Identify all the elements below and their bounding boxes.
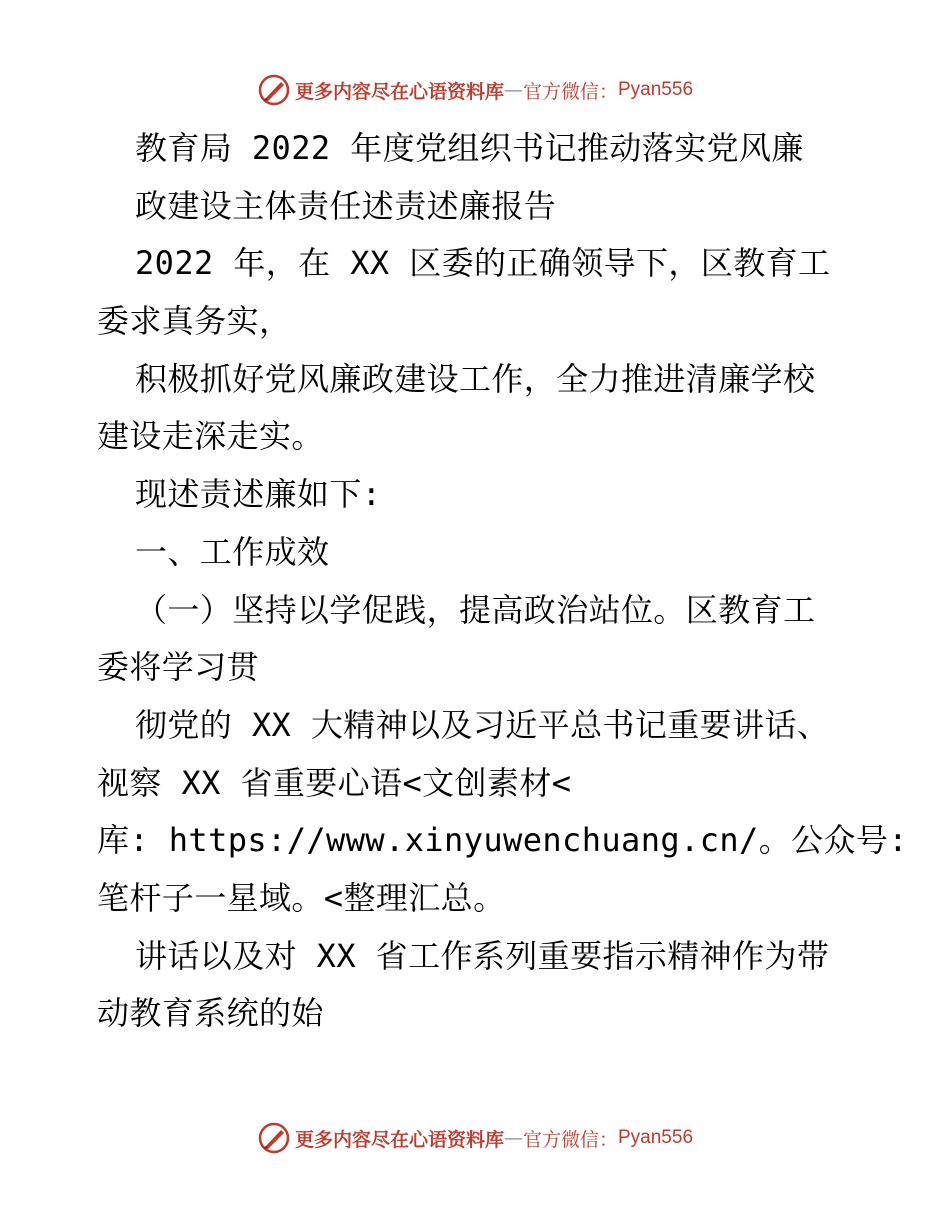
- paragraph-line: 视察 XX 省重要心语<文创素材<: [97, 763, 572, 802]
- quill-pen-logo-icon: [257, 1121, 291, 1155]
- banner-contact-label: 官方微信：: [522, 80, 618, 103]
- title-line-1: 教育局 2022 年度党组织书记推动落实党风廉: [135, 129, 804, 167]
- banner-title: 更多内容尽在心语资料库: [294, 80, 504, 103]
- paragraph-line: 委求真务实，: [97, 302, 292, 341]
- document-body: [97, 120, 908, 1043]
- paragraph-line: 2022 年，在 XX 区委的正确领导下，区教育工: [135, 244, 831, 283]
- footer-banner: [0, 1118, 950, 1158]
- banner-separator: —: [503, 1127, 523, 1149]
- paragraph-line: 现述责述廉如下:: [135, 475, 382, 514]
- title-line-2: 政建设主体责任述责述廉报告: [135, 186, 557, 225]
- subsection-heading: （一）坚持以学促践，提高政治站位。区教育工: [135, 590, 816, 629]
- paragraph-line: 讲话以及对 XX 省工作系列重要指示精神作为带: [135, 936, 830, 975]
- paragraph-line: 彻党的 XX 大精神以及习近平总书记重要讲话、: [135, 705, 830, 744]
- paragraph-line: 建设走深走实。: [97, 417, 324, 456]
- paragraph-line: 动教育系统的始: [97, 994, 324, 1033]
- banner-separator: —: [503, 79, 523, 101]
- banner-title: 更多内容尽在心语资料库: [294, 1128, 504, 1151]
- paragraph-line: 委将学习贯: [97, 648, 260, 687]
- paragraph-line: 笔杆子一星域。<整理汇总。: [97, 878, 506, 917]
- paragraph-line: 库: https://www.xinyuwenchuang.cn/。公众号:: [97, 821, 908, 860]
- section-heading: 一、工作成效: [135, 532, 330, 571]
- quill-pen-logo-icon: [257, 73, 291, 107]
- header-banner: [0, 70, 950, 110]
- banner-contact-id: Pyan556: [618, 1127, 694, 1148]
- banner-contact-id: Pyan556: [618, 79, 694, 100]
- paragraph-line: 积极抓好党风廉政建设工作，全力推进清廉学校: [135, 359, 816, 398]
- banner-contact-label: 官方微信：: [522, 1128, 618, 1151]
